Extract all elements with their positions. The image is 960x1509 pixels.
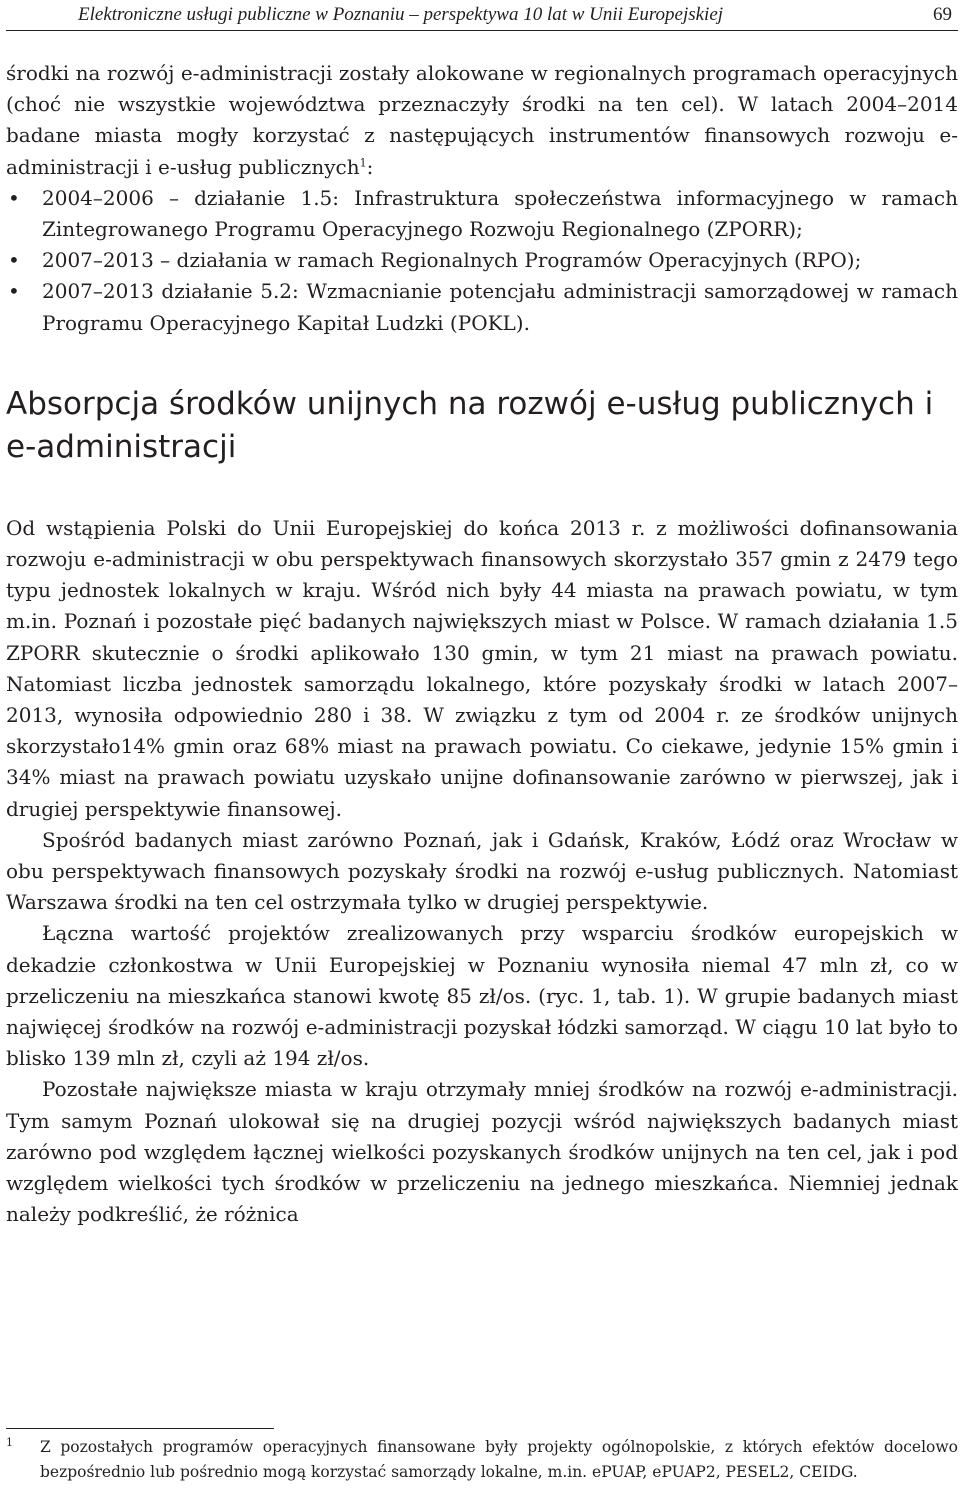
footnote-divider — [6, 1428, 274, 1429]
bullet-icon: • — [8, 248, 20, 273]
bullet-icon: • — [8, 279, 20, 304]
section-heading: Absorpcja środków unijnych na rozwój e-usług publicznych i e-administracji — [6, 385, 934, 465]
footnote-text: Z pozostałych programów operacyjnych finansowane były projekty ogólnopolskie, z których efektów docelowo bezpośrednio lub pośrednio mogą korzystać samorządy lokalne, m.in. ePUAP, ePUAP2, PESEL2, CEIDG. — [40, 1438, 958, 1481]
intro-text-end: : — [366, 154, 374, 179]
body-paragraph: Spośród badanych miast zarówno Poznań, jak i Gdańsk, Kraków, Łódź oraz Wrocław w obu perspektywach finansowych pozyskały środki na rozwój e-usług publicznych. Natomiast Warszawa środki na ten cel ostrzymała tylko w drugiej perspektywie. — [6, 827, 958, 915]
main-text — [6, 58, 958, 1231]
list-item-text: 2007–2013 – działania w ramach Regionalnych Programów Operacyjnych (RPO); — [42, 248, 862, 273]
funding-instruments-list — [6, 183, 958, 339]
body-paragraph: Od wstąpienia Polski do Unii Europejskiej do końca 2013 r. z możliwości dofinansowania rozwoju e-administracji w obu perspektywach finansowych skorzystało 357 gmin z 2479 tego typu jednostek lokalnych w kraju. Wśród nich były 44 miasta na prawach powiatu, w tym m.in. Poznań i pozostałe pięć badanych największych miast w Polsce. W ramach działania 1.5 ZPORR skutecznie o środki aplikowało 130 gmin, w tym 21 miast na prawach powiatu. Natomiast liczba jednostek samorządu lokalnego, które pozyskały środki w latach 2007–2013, wynosiła odpowiednio 280 i 38. W związku z tym od 2004 r. ze środków unijnych skorzystało14% gmin oraz 68% miast na prawach powiatu. Co ciekawe, jedynie 15% gmin i 34% miast na prawach powiatu uzyskało unijne dofinansowanie zarówno w pierwszej, jak i drugiej perspektywie finansowej. — [6, 515, 958, 821]
list-item — [6, 245, 958, 276]
footnote — [6, 1428, 958, 1485]
list-item — [6, 183, 958, 245]
intro-paragraph — [6, 58, 958, 183]
footnote-entry: 1 Z pozostałych programów operacyjnych finansowane były projekty ogólnopolskie, z których efektów docelowo bezpośrednio lub pośrednio mogą korzystać samorządy lokalne, m.in. ePUAP, ePUAP2, PESEL2, CEIDG. — [6, 1436, 958, 1481]
body-paragraph: Łączna wartość projektów zrealizowanych przy wsparciu środków europejskich w dekadzie członkostwa w Unii Europejskiej w Poznaniu wynosiła niemal 47 mln zł, co w przeliczeniu na mieszkańca stanowi kwotę 85 zł/os. (ryc. 1, tab. 1). W grupie badanych miast najwięcej środków na rozwój e-administracji pozyskał łódzki samorząd. W ciągu 10 lat było to blisko 139 mln zł, czyli aż 194 zł/os. — [6, 921, 958, 1071]
list-item — [6, 276, 958, 338]
bullet-icon: • — [8, 185, 20, 210]
list-item-text: 2004–2006 – działanie 1.5: Infrastruktura społeczeństwa informacyjnego w ramach Zintegrowanego Programu Operacyjnego Rozwoju Regionalnego (ZPORR); — [42, 185, 958, 242]
running-header-title: Elektroniczne usługi publiczne w Poznaniu – perspektywa 10 lat w Unii Europejskiej — [78, 4, 724, 25]
page-number: 69 — [933, 4, 952, 25]
list-item-text: 2007–2013 działanie 5.2: Wzmacnianie potencjału administracji samorządowej w ramach Programu Operacyjnego Kapitał Ludzki (POKL). — [42, 279, 958, 335]
footnote-reference[interactable]: 1 — [359, 155, 367, 169]
intro-text: środki na rozwój e-administracji zostały alokowane w regionalnych programach operacyjnych (choć nie wszystkie województwa przeznaczyły środki na ten cel). W latach 2004–2014 badane miasta mogły korzystać z następujących instrumentów finansowych rozwoju e-administracji i e-usług publicznych — [6, 61, 958, 179]
running-header — [6, 0, 958, 31]
body-paragraph: Pozostałe największe miasta w kraju otrzymały mniej środków na rozwój e-administracji. Tym samym Poznań ulokował się na drugiej pozycji wśród największych badanych miast zarówno pod względem łącznej wielkości pozyskanych środków unijnych na ten cel, jak i pod względem wielkości tych środków w przeliczeniu na jednego mieszkańca. Niemniej jednak należy podkreślić, że różnica — [6, 1077, 958, 1227]
